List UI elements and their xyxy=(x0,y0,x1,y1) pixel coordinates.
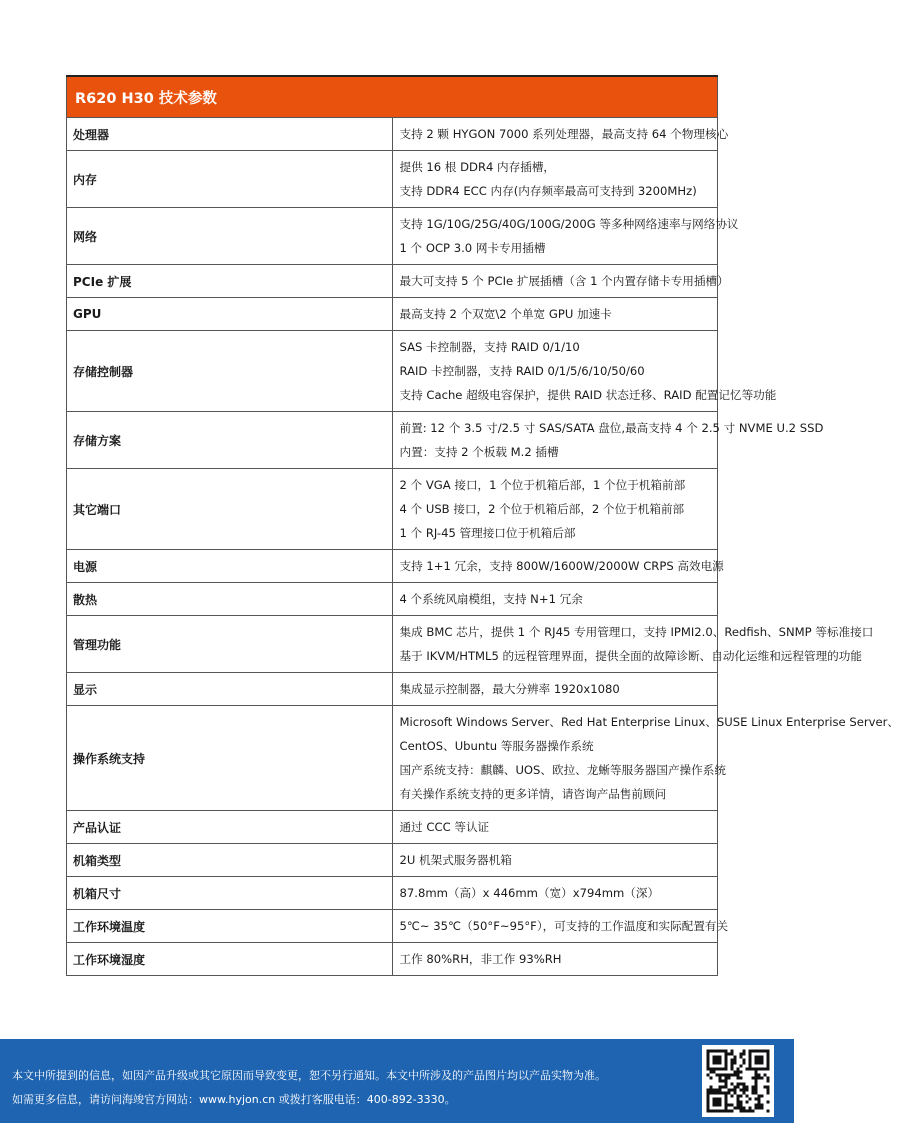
spec-label: 工作环境湿度 xyxy=(67,943,393,976)
spec-value xyxy=(392,550,724,583)
spec-label: 处理器 xyxy=(67,118,393,151)
spec-value-line: 2 个 VGA 接口，1 个位于机箱后部，1 个位于机箱前部 xyxy=(399,478,686,492)
table-title: R620 H30 技术参数 xyxy=(67,76,718,118)
spec-row xyxy=(67,265,718,298)
spec-value xyxy=(392,331,777,412)
spec-value-line: 集成显示控制器，最大分辨率 1920x1080 xyxy=(399,682,620,696)
spec-value xyxy=(392,943,718,976)
spec-label: 管理功能 xyxy=(67,616,393,673)
spec-value xyxy=(392,298,718,331)
spec-value xyxy=(392,811,718,844)
spec-value xyxy=(392,151,718,208)
spec-table xyxy=(66,75,899,976)
spec-row xyxy=(67,550,718,583)
spec-value-line: CentOS、Ubuntu 等服务器操作系统 xyxy=(399,739,594,753)
spec-value xyxy=(392,910,729,943)
spec-value-line: 最高支持 2 个双宽\2 个单宽 GPU 加速卡 xyxy=(399,307,612,321)
spec-value xyxy=(392,469,718,550)
spec-value-line: 2U 机架式服务器机箱 xyxy=(399,853,512,867)
spec-row xyxy=(67,811,718,844)
spec-row xyxy=(67,844,718,877)
spec-label: GPU xyxy=(67,298,393,331)
footer-contact: 如需更多信息，请访问海竣官方网站：www.hyjon.cn 或拨打客服电话：400-892-3330。 xyxy=(12,1093,456,1106)
spec-value xyxy=(392,265,729,298)
spec-value xyxy=(392,412,824,469)
spec-value-line: 支持 1G/10G/25G/40G/100G/200G 等多种网络速率与网络协议 xyxy=(399,217,739,231)
spec-value-line: RAID 卡控制器，支持 RAID 0/1/5/6/10/50/60 xyxy=(399,364,645,378)
spec-value xyxy=(392,673,718,706)
spec-value-line: 1 个 RJ-45 管理接口位于机箱后部 xyxy=(399,526,576,540)
spec-value xyxy=(392,844,718,877)
table-title-row xyxy=(67,76,718,118)
spec-value xyxy=(392,118,729,151)
spec-value-line: 支持 1+1 冗余，支持 800W/1600W/2000W CRPS 高效电源 xyxy=(399,559,724,573)
spec-value-line: 国产系统支持：麒麟、UOS、欧拉、龙蜥等服务器国产操作系统 xyxy=(399,763,726,777)
spec-value xyxy=(392,583,718,616)
spec-row xyxy=(67,118,718,151)
spec-label: 电源 xyxy=(67,550,393,583)
spec-label: 网络 xyxy=(67,208,393,265)
spec-value xyxy=(392,616,874,673)
spec-label: 机箱尺寸 xyxy=(67,877,393,910)
spec-value xyxy=(392,706,899,811)
spec-value-line: 基于 IKVM/HTML5 的远程管理界面，提供全面的故障诊断、自动化运维和远程管理的功能 xyxy=(399,649,862,663)
spec-row xyxy=(67,331,718,412)
spec-row xyxy=(67,151,718,208)
spec-value-line: 前置: 12 个 3.5 寸/2.5 寸 SAS/SATA 盘位,最高支持 4 个 2.5 寸 NVME U.2 SSD xyxy=(399,421,824,435)
spec-label: 操作系统支持 xyxy=(67,706,393,811)
spec-row xyxy=(67,706,718,811)
spec-value-line: 4 个系统风扇模组，支持 N+1 冗余 xyxy=(399,592,583,606)
spec-value-line: 内置：支持 2 个板载 M.2 插槽 xyxy=(399,445,559,459)
spec-value-line: 工作 80%RH，非工作 93%RH xyxy=(399,952,562,966)
spec-label: 其它端口 xyxy=(67,469,393,550)
spec-row xyxy=(67,910,718,943)
spec-row xyxy=(67,583,718,616)
spec-value-line: 提供 16 根 DDR4 内存插槽， xyxy=(399,160,556,174)
spec-value-line: 87.8mm（高）x 446mm（宽）x794mm（深） xyxy=(399,886,660,900)
spec-row xyxy=(67,943,718,976)
footer-banner xyxy=(0,1039,794,1123)
spec-label: 存储方案 xyxy=(67,412,393,469)
spec-value-line: 有关操作系统支持的更多详情，请咨询产品售前顾问 xyxy=(399,787,667,801)
spec-label: 内存 xyxy=(67,151,393,208)
spec-row xyxy=(67,469,718,550)
spec-label: PCIe 扩展 xyxy=(67,265,393,298)
spec-row xyxy=(67,208,718,265)
spec-value-line: 最大可支持 5 个 PCIe 扩展插槽（含 1 个内置存储卡专用插槽） xyxy=(399,274,729,288)
spec-value-line: SAS 卡控制器，支持 RAID 0/1/10 xyxy=(399,340,580,354)
spec-row xyxy=(67,673,718,706)
spec-label: 存储控制器 xyxy=(67,331,393,412)
spec-value-line: 通过 CCC 等认证 xyxy=(399,820,490,834)
spec-value-line: 支持 Cache 超级电容保护，提供 RAID 状态迁移、RAID 配置记忆等功能 xyxy=(399,388,777,402)
spec-label: 散热 xyxy=(67,583,393,616)
spec-value xyxy=(392,208,739,265)
qr-code-icon xyxy=(702,1045,774,1117)
spec-row xyxy=(67,877,718,910)
spec-label: 工作环境温度 xyxy=(67,910,393,943)
spec-value-line: 1 个 OCP 3.0 网卡专用插槽 xyxy=(399,241,546,255)
spec-label: 显示 xyxy=(67,673,393,706)
spec-value-line: 5℃~ 35℃（50°F~95°F），可支持的工作温度和实际配置有关 xyxy=(399,919,729,933)
spec-value-line: 集成 BMC 芯片，提供 1 个 RJ45 专用管理口，支持 IPMI2.0、Redfish、SNMP 等标准接口 xyxy=(399,625,874,639)
spec-value-line: 支持 DDR4 ECC 内存(内存频率最高可支持到 3200MHz) xyxy=(399,184,697,198)
spec-label: 机箱类型 xyxy=(67,844,393,877)
spec-value-line: 支持 2 颗 HYGON 7000 系列处理器，最高支持 64 个物理核心 xyxy=(399,127,729,141)
spec-row xyxy=(67,616,718,673)
spec-row xyxy=(67,412,718,469)
spec-value-line: Microsoft Windows Server、Red Hat Enterprise Linux、SUSE Linux Enterprise Server、 xyxy=(399,715,899,729)
spec-value xyxy=(392,877,718,910)
spec-value-line: 4 个 USB 接口，2 个位于机箱后部，2 个位于机箱前部 xyxy=(399,502,685,516)
footer-disclaimer: 本文中所提到的信息，如因产品升级或其它原因而导致变更，恕不另行通知。本文中所涉及的产品图片均以产品实物为准。 xyxy=(12,1069,606,1082)
spec-label: 产品认证 xyxy=(67,811,393,844)
spec-row xyxy=(67,298,718,331)
